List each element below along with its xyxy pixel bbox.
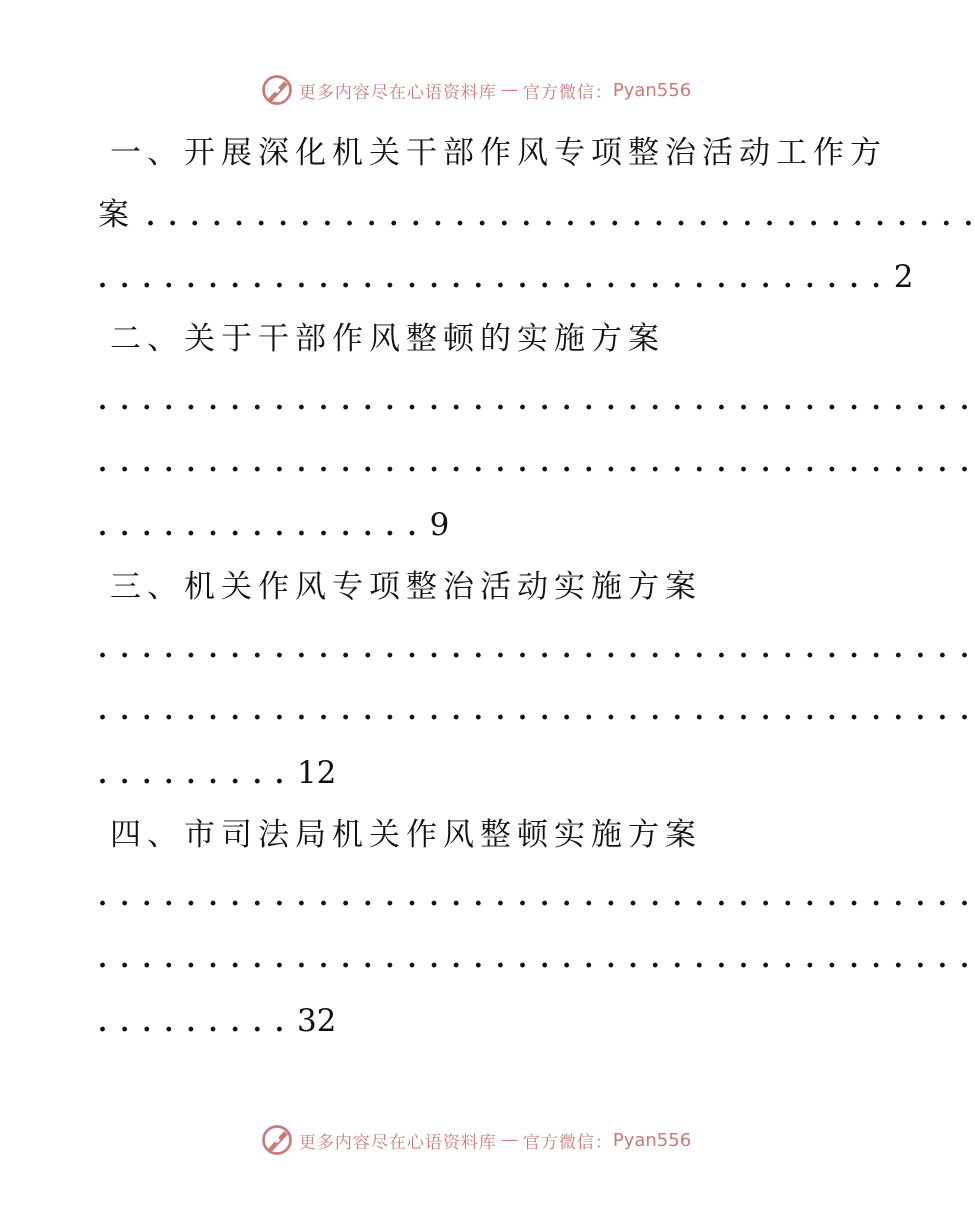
pen-logo-icon <box>259 72 295 108</box>
watermark-label: 官方微信： <box>522 1132 613 1153</box>
dot-leader: . . . . . . . . . . . . . . . . . . . . . . . . . . . . . . . . . . . . . . <box>135 202 975 232</box>
toc-page-number: 32 <box>296 1003 337 1039</box>
dot-leader: . . . . . . . . . . . . . . . . . . . . . . . . . . . . . . . . . . . . . . . . <box>98 448 972 478</box>
dot-leader: . . . . . . . . . . . . . . . <box>98 512 430 542</box>
dot-leader: . . . . . . . . . . . . . . . . . . . . . . . . . . . . . . . . . . . . <box>98 264 894 294</box>
watermark-text: 更多内容尽在心语资料库 <box>298 1132 497 1153</box>
watermark-handle: Pyan556 <box>612 1129 692 1151</box>
dot-leader: . . . . . . . . . <box>98 760 297 790</box>
dot-leader: . . . . . . . . . <box>98 1008 297 1038</box>
toc-page-number: 12 <box>296 755 337 791</box>
dot-leader: . . . . . . . . . . . . . . . . . . . . . . . . . . . . . . . . . . . . . . . . <box>98 386 972 416</box>
toc-entry-2[interactable] <box>98 308 972 556</box>
toc-entry-title-cont: 案 <box>98 197 135 233</box>
watermark-label: 官方微信： <box>522 82 613 103</box>
watermark-handle: Pyan556 <box>612 79 692 101</box>
header-watermark <box>0 72 950 108</box>
pen-logo-icon <box>259 1122 295 1158</box>
toc-entry-3[interactable] <box>98 556 972 804</box>
watermark-separator: — <box>500 1130 519 1150</box>
table-of-contents <box>98 122 975 1052</box>
toc-entry-title: 四、市司法局机关作风整顿实施方案 <box>110 817 702 853</box>
toc-entry-1[interactable] <box>98 122 975 308</box>
dot-leader: . . . . . . . . . . . . . . . . . . . . . . . . . . . . . . . . . . . . . . . . <box>98 696 972 726</box>
watermark-text: 更多内容尽在心语资料库 <box>298 82 497 103</box>
footer-watermark <box>0 1122 950 1158</box>
toc-entry-title: 一、开展深化机关干部作风专项整治活动工作方 <box>110 135 887 171</box>
watermark-separator: — <box>500 80 519 100</box>
toc-entry-title: 三、机关作风专项整治活动实施方案 <box>110 569 702 605</box>
dot-leader: . . . . . . . . . . . . . . . . . . . . . . . . . . . . . . . . . . . . . . . . <box>98 634 972 664</box>
toc-entry-title: 二、关于干部作风整顿的实施方案 <box>110 321 665 357</box>
dot-leader: . . . . . . . . . . . . . . . . . . . . . . . . . . . . . . . . . . . . . . . . <box>98 944 972 974</box>
toc-page-number: 9 <box>429 507 450 543</box>
toc-page-number: 2 <box>893 259 914 295</box>
toc-entry-4[interactable] <box>98 804 972 1052</box>
dot-leader: . . . . . . . . . . . . . . . . . . . . . . . . . . . . . . . . . . . . . . . . <box>98 882 972 912</box>
